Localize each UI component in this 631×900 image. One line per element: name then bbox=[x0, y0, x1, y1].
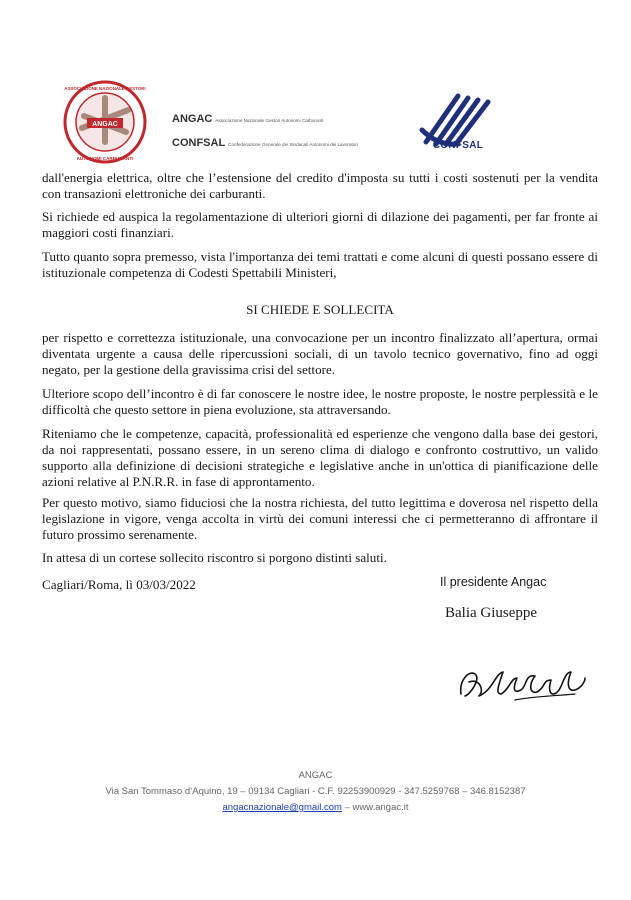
footer-org: ANGAC bbox=[298, 770, 333, 781]
angac-logo-center-text: ANGAC bbox=[92, 121, 118, 128]
paragraph-2 bbox=[42, 209, 598, 241]
paragraph-5-text: Ulteriore scopo dell’incontro è di far conoscere le nostre idee, le nostre proposte, le nostre perplessità e le difficoltà che questo settore in piena evoluzione, sta attraversando. bbox=[42, 386, 598, 417]
handwritten-signature bbox=[455, 660, 590, 708]
letterhead-row-confsal bbox=[172, 137, 358, 149]
paragraph-7 bbox=[42, 495, 598, 543]
paragraph-1 bbox=[42, 170, 598, 202]
confsal-logo-text: CONFSAL bbox=[432, 140, 484, 151]
signer-title: Il presidente Angac bbox=[440, 575, 547, 589]
footer-website: – www.angac.it bbox=[341, 802, 409, 813]
place-date-text: Cagliari/Roma, lì 03/03/2022 bbox=[42, 577, 196, 592]
heading-text: SI CHIEDE E SOLLECITA bbox=[246, 302, 394, 317]
org1-full: Associazione Nazionale Gestori Autonomi Carburanti bbox=[215, 118, 324, 123]
paragraph-6 bbox=[42, 426, 598, 490]
closing bbox=[42, 550, 598, 566]
paragraph-5 bbox=[42, 386, 598, 418]
footer-address: Via San Tommaso d’Aquino, 19 – 09134 Cagliari - C.F. 92253900929 - 347.5259768 – 346.8152387 bbox=[105, 786, 526, 797]
org2-abbr: CONFSAL bbox=[172, 137, 226, 149]
paragraph-3 bbox=[42, 249, 598, 281]
paragraph-2-text: Si richiede ed auspica la regolamentazione di ulteriori giorni di dilazione dei pagamenti, per far fronte ai maggiori costi finanziari. bbox=[42, 209, 598, 240]
footer-contacts bbox=[0, 802, 631, 813]
signer-name: Balia Giuseppe bbox=[445, 605, 538, 621]
paragraph-7-text: Per questo motivo, siamo fiduciosi che la nostra richiesta, del tutto legittima e doverosa nel rispetto della legislazione in vigore, venga accolta in virtù dei comuni interessi che ci permetteranno di affrontare il futuro prossimo serenamente. bbox=[42, 495, 598, 542]
angac-logo bbox=[60, 80, 150, 164]
closing-text: In attesa di un cortese sollecito riscontro si porgono distinti saluti. bbox=[42, 550, 387, 565]
letterhead-row-angac bbox=[172, 113, 358, 125]
org2-full: Confederazione Generale dei Sindacati Autonomi dei Lavoratori bbox=[228, 142, 358, 147]
heading bbox=[42, 302, 598, 318]
paragraph-3-text: Tutto quanto sopra premesso, vista l'importanza dei temi trattati e come alcuni di questi possano essere di istituzionale competenza di Codesti Spettabili Ministeri, bbox=[42, 249, 598, 280]
paragraph-4-text: per rispetto e correttezza istituzionale, una convocazione per un incontro finalizzato all’apertura, ormai diventata urgente a causa delle ripercussioni sociali, di un tavolo tecnico governativo, fino ad oggi negato, per la gestione della gravissima crisi del settore. bbox=[42, 330, 598, 377]
paragraph-1-text: dall'energia elettrica, oltre che l’estensione del credito d'imposta su tutti i costi sostenuti per la vendita con transazioni elettroniche dei carburanti. bbox=[42, 170, 598, 201]
angac-logo-bottom-text: AUTONOMI CARBURANTI bbox=[76, 156, 134, 161]
footer-email-link[interactable]: angacnazionale@gmail.com bbox=[222, 802, 342, 813]
org1-abbr: ANGAC bbox=[172, 113, 213, 125]
letterhead-text bbox=[172, 113, 358, 149]
paragraph-6-text: Riteniamo che le competenze, capacità, professionalità ed esperienze che vengono dalla base dei gestori, da noi rappresentati, possano essere, in un sereno clima di dialogo e confronto costruttivo, un valido supporto alla definizione di decisioni strategiche e legislative anche in un'ottica di pianificazione delle azioni relative al P.N.R.R. in fase di approntamento. bbox=[42, 426, 598, 489]
angac-logo-top-text: ASSOCIAZIONE NAZIONALE GESTORI bbox=[64, 86, 146, 91]
paragraph-4 bbox=[42, 330, 598, 378]
